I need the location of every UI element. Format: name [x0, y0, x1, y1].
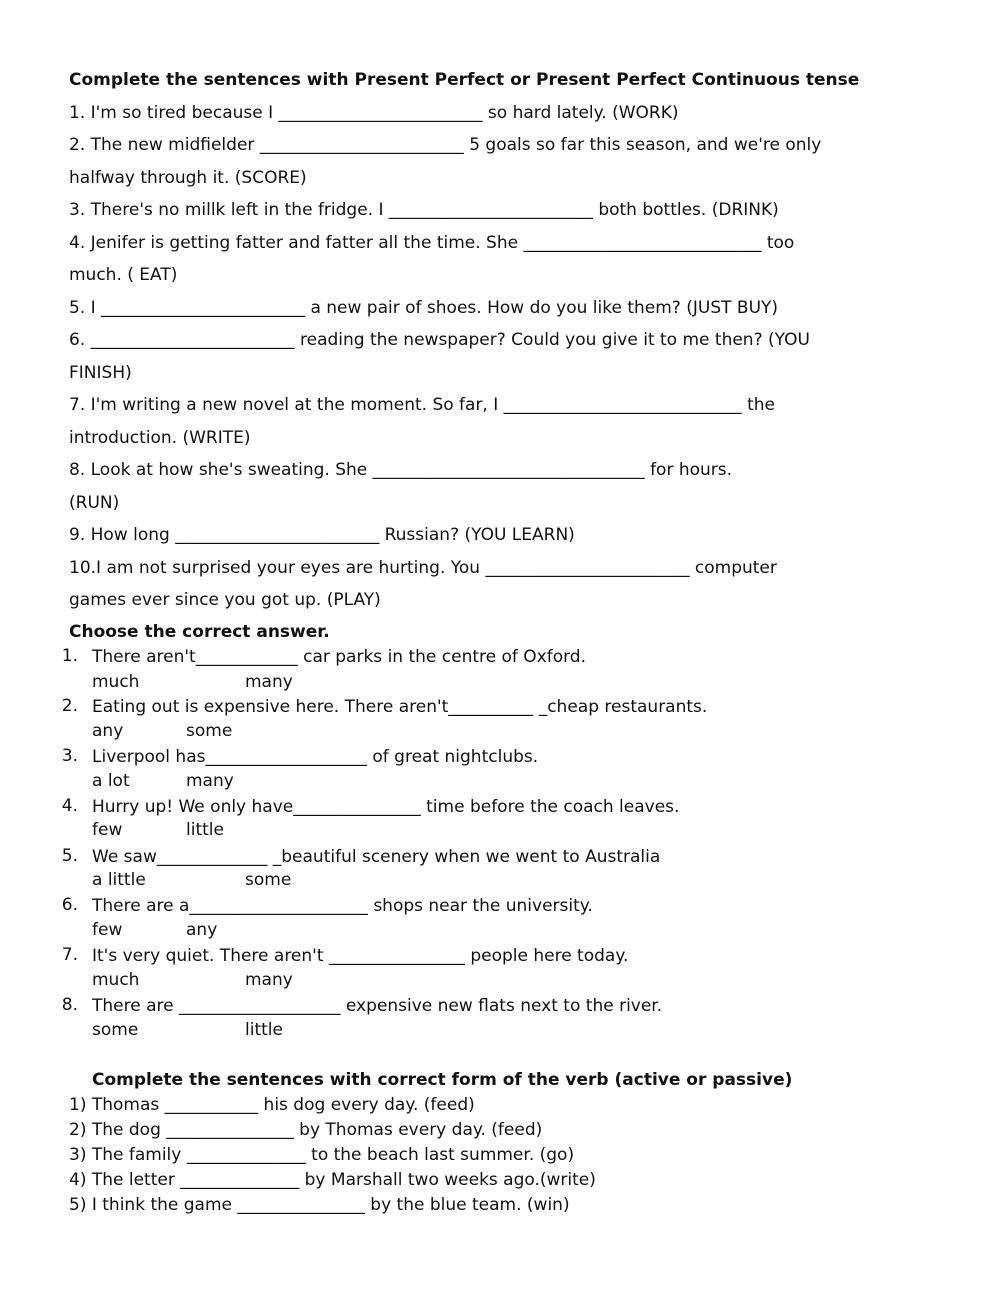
item-number: 7. [61, 945, 78, 965]
s1-line: 7. I'm writing a new novel at the moment. So far, I ____________________________ the [69, 395, 775, 415]
s3-line: 5) I think the game _______________ by the blue team. (win) [69, 1195, 570, 1215]
s1-line: 8. Look at how she's sweating. She ________________________________ for hours. [69, 460, 733, 480]
item-text: There are ___________________ expensive new flats next to the river. [92, 996, 663, 1016]
item-text: It's very quiet. There aren't ________________ people here today. [92, 946, 629, 966]
item-text: Liverpool has___________________ of great nightclubs. [92, 747, 539, 767]
s3-line: 1) Thomas ___________ his dog every day. (feed) [69, 1095, 475, 1115]
s1-line: FINISH) [69, 363, 132, 383]
item-text: Eating out is expensive here. There aren't__________ _cheap restaurants. [92, 697, 708, 717]
option-a: some [92, 1020, 139, 1040]
item-number: 2. [61, 696, 78, 716]
option-b: little [186, 820, 224, 840]
s1-line: games ever since you got up. (PLAY) [69, 590, 381, 610]
item-number: 5. [61, 846, 78, 866]
s1-line: 4. Jenifer is getting fatter and fatter all the time. She ____________________________ too [69, 233, 795, 253]
s1-line: 5. I ________________________ a new pair of shoes. How do you like them? (JUST BUY) [69, 298, 779, 318]
s1-line: 6. ________________________ reading the newspaper? Could you give it to me then? (YOU [69, 330, 810, 350]
item-number: 8. [61, 995, 78, 1015]
item-number: 1. [61, 646, 78, 666]
section2-title: Choose the correct answer. [69, 622, 330, 642]
item-number: 4. [61, 796, 78, 816]
s1-line: 9. How long ________________________ Russian? (YOU LEARN) [69, 525, 575, 545]
option-b: many [245, 970, 293, 990]
option-b: many [186, 771, 234, 791]
item-text: There aren't____________ car parks in the centre of Oxford. [92, 647, 586, 667]
s1-line: (RUN) [69, 493, 120, 513]
option-b: any [186, 920, 218, 940]
option-b: little [245, 1020, 283, 1040]
item-number: 6. [61, 895, 78, 915]
s3-line: 4) The letter ______________ by Marshall two weeks ago.(write) [69, 1170, 596, 1190]
s1-line: 10.I am not surprised your eyes are hurting. You ________________________ computer [69, 558, 777, 578]
option-a: few [92, 920, 123, 940]
item-text: Hurry up! We only have_______________ time before the coach leaves. [92, 797, 680, 817]
section3-title: Complete the sentences with correct form of the verb (active or passive) [92, 1070, 793, 1090]
section1-title: Complete the sentences with Present Perfect or Present Perfect Continuous tense [69, 70, 860, 90]
s1-line: much. ( EAT) [69, 265, 178, 285]
option-a: much [92, 970, 140, 990]
option-a: any [92, 721, 124, 741]
option-b: many [245, 672, 293, 692]
option-b: some [245, 870, 292, 890]
option-b: some [186, 721, 233, 741]
option-a: a little [92, 870, 146, 890]
s1-line: 3. There's no millk left in the fridge. I ________________________ both bottles. (DRINK) [69, 200, 779, 220]
item-number: 3. [61, 746, 78, 766]
s1-line: halfway through it. (SCORE) [69, 168, 307, 188]
item-text: There are a_____________________ shops near the university. [92, 896, 593, 916]
s1-line: 1. I'm so tired because I ________________________ so hard lately. (WORK) [69, 103, 679, 123]
option-a: much [92, 672, 140, 692]
s1-line: 2. The new midfielder ________________________ 5 goals so far this season, and we're only [69, 135, 822, 155]
option-a: a lot [92, 771, 130, 791]
s3-line: 2) The dog _______________ by Thomas every day. (feed) [69, 1120, 543, 1140]
option-a: few [92, 820, 123, 840]
s3-line: 3) The family ______________ to the beach last summer. (go) [69, 1145, 575, 1165]
s1-line: introduction. (WRITE) [69, 428, 251, 448]
item-text: We saw_____________ _beautiful scenery when we went to Australia [92, 847, 661, 867]
